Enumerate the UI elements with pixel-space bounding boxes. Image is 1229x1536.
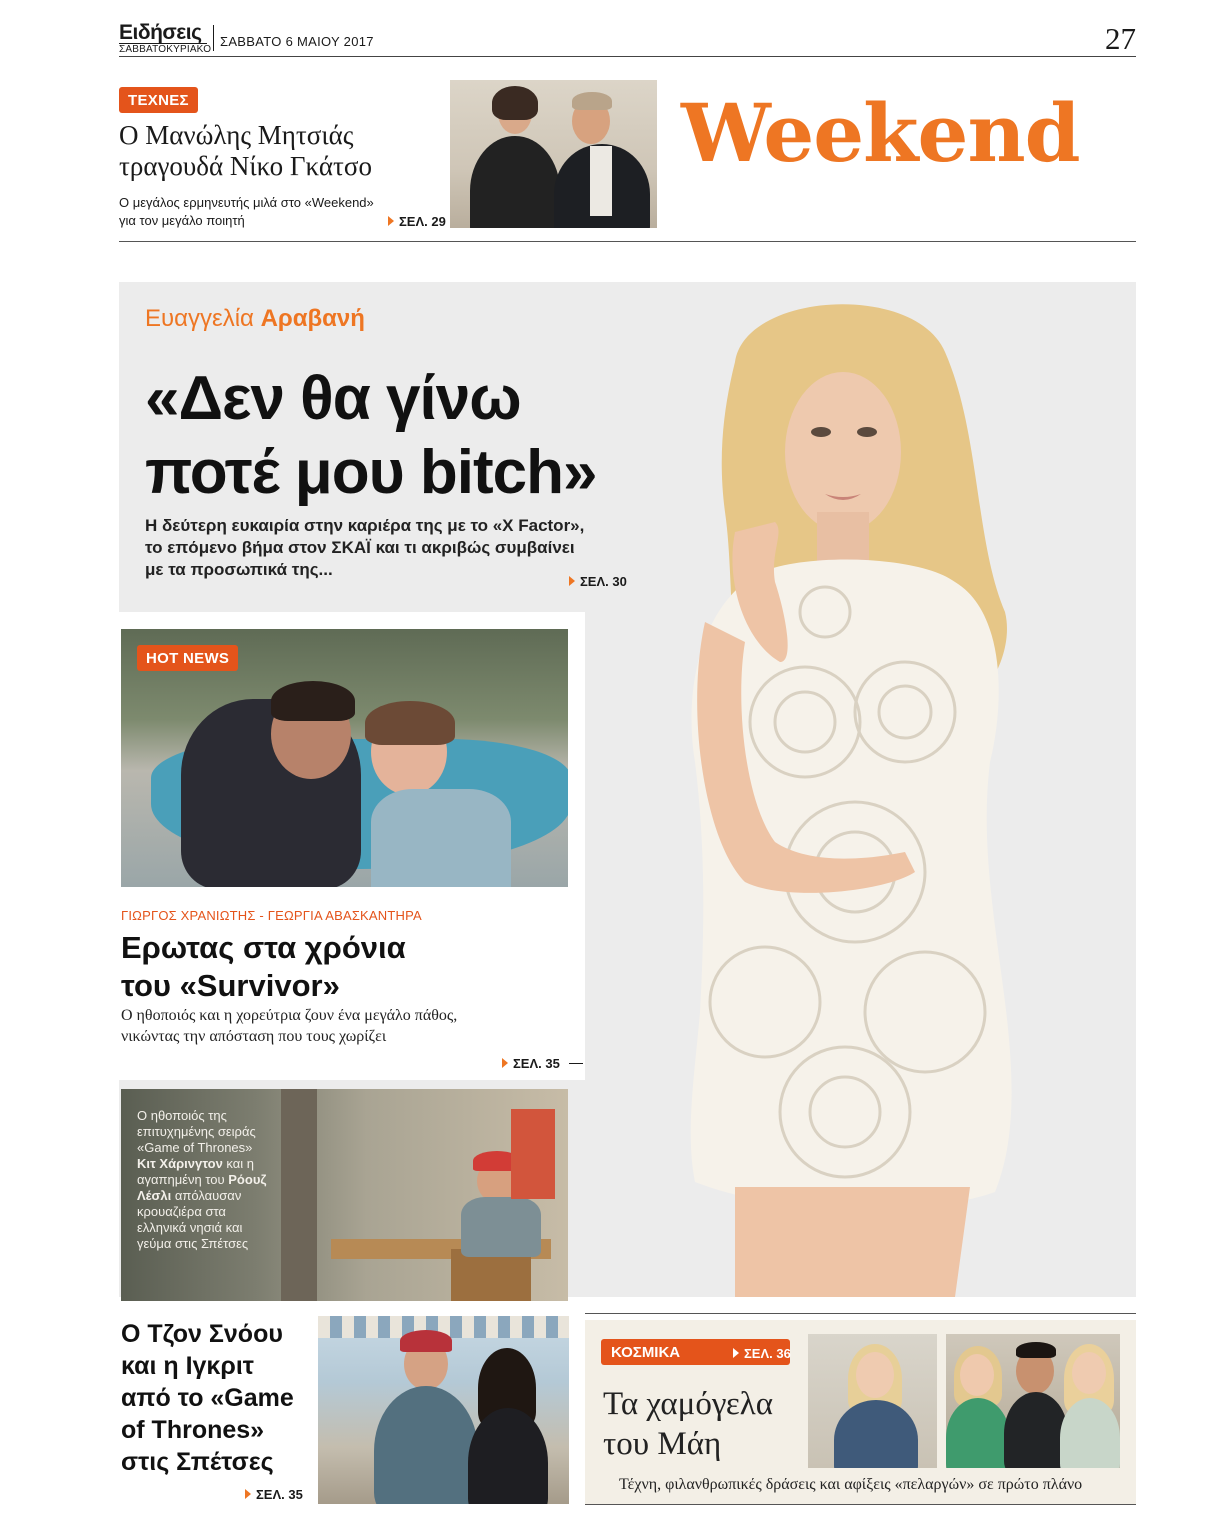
bottom-rule [585,1504,1136,1505]
arrow-icon [733,1348,739,1358]
legs-shape [735,1187,970,1297]
social-headline[interactable] [603,1384,773,1464]
arts-tag[interactable]: ΤΕΧΝΕΣ [119,87,198,113]
cover-kicker [145,305,365,333]
diner-body [461,1197,541,1257]
woman-body [946,1398,1010,1468]
arrow-icon [388,216,394,226]
got-headline-line: στις Σπέτσες [121,1448,274,1476]
got-caption-line [137,1172,307,1188]
got-headline[interactable] [121,1318,294,1478]
social-page-ref[interactable] [733,1346,791,1361]
social-photo-2 [946,1334,1120,1468]
cover-summary [145,515,584,581]
arrow-icon [502,1058,508,1068]
hot-news-page-ref[interactable] [502,1056,583,1071]
cover-headline[interactable] [145,362,596,510]
section-title: Weekend [681,86,1080,180]
got-headline-line: από το «Game [121,1384,294,1412]
cover-kicker-first: Ευαγγελία [145,305,254,332]
man-cap [400,1330,452,1352]
got-caption-name: Ρόουζ [228,1172,267,1187]
got-caption-name: Λέσλι [137,1188,172,1203]
got-caption-line: γεύμα στις Σπέτσες [137,1236,249,1251]
hot-news-kicker: ΓΙΩΡΓΟΣ ΧΡΑΝΙΩΤΗΣ - ΓΕΩΡΓΙΑ ΑΒΑΣΚΑΝΤΗΡΑ [121,908,422,923]
arts-headline[interactable] [119,120,372,182]
arts-summary-line: για τον μεγάλο ποιητή [119,213,245,228]
cover-figure-svg [585,282,1136,1297]
hot-news-page-ref-label: ΣΕΛ. 35 [513,1056,560,1071]
got-caption-line: «Game of Thrones» [137,1140,253,1155]
cover-summary-line: Η δεύτερη ευκαιρία στην καριέρα της με το «X Factor», [145,516,585,535]
cover-page-ref[interactable] [569,574,627,589]
social-summary: Τέχνη, φιλανθρωπικές δράσεις και αφίξεις «πελαργών» σε πρώτο πλάνο [619,1476,1083,1493]
cover-kicker-last: Αραβανή [260,305,365,332]
got-page-ref-label: ΣΕΛ. 35 [256,1487,303,1502]
man-body [1004,1392,1068,1468]
got-caption [137,1108,307,1252]
hot-news-summary-line: Ο ηθοποιός και η χορεύτρια ζουν ένα μεγάλο πάθος, [121,1007,458,1024]
man-hair [572,92,612,110]
page-ref-dash [569,1063,583,1064]
got-caption-line: ελληνικά νησιά και [137,1220,243,1235]
header-rule [119,241,1136,242]
woman-head [1072,1352,1106,1394]
social-headline-line: Τα χαμόγελα [603,1386,773,1422]
woman-body [371,789,511,887]
masthead-rule [119,56,1136,57]
woman-body [1060,1398,1120,1468]
masthead-divider [213,25,214,51]
got-headline-line: Ο Τζον Σνόου [121,1320,283,1348]
hot-news-summary [121,1005,457,1047]
arts-summary [119,194,374,230]
got-caption-text: απόλαυσαν [171,1188,242,1203]
got-caption-line: Ο ηθοποιός της [137,1108,227,1123]
face-shape [785,372,901,532]
arrow-icon [569,576,575,586]
social-photo-1 [808,1334,937,1468]
got-headline-line: of Thrones» [121,1416,265,1444]
woman-hair [365,701,455,745]
got-caption-line: κρουαζιέρα στα [137,1204,226,1219]
got-caption-name: Κιτ Χάρινγτον [137,1156,223,1171]
social-page-ref-label: ΣΕΛ. 36 [744,1346,791,1361]
cover-photo [585,282,1136,1297]
arrow-icon [245,1489,251,1499]
logo-subtext: ΣΑΒΒΑΤΟΚΥΡΙΑΚΟ [119,44,212,55]
social-rule [585,1313,1136,1314]
man-body [374,1386,478,1504]
hot-news-tag[interactable]: HOT NEWS [137,645,238,671]
eye [811,427,831,437]
got-caption-text: και η [222,1156,255,1171]
cover-page-ref-label: ΣΕΛ. 30 [580,574,627,589]
social-headline-line: του Μάη [603,1426,722,1462]
page-number: 27 [1105,21,1136,56]
man-shirt [590,146,612,216]
social-tag: ΚΟΣΜΙΚΑ [611,1344,681,1361]
arts-page-ref-label: ΣΕΛ. 29 [399,214,446,229]
issue-date: ΣΑΒΒΑΤΟ 6 ΜΑΙΟΥ 2017 [220,34,374,49]
eye [857,427,877,437]
couple-photo [318,1316,569,1504]
got-page-ref[interactable] [245,1487,303,1502]
logo-text: Ειδήσεις [119,21,202,44]
waiter-body [511,1109,555,1199]
arts-headline-line: τραγουδά Νίκο Γκάτσο [119,151,372,181]
got-caption-line: επιτυχημένης σειράς [137,1124,256,1139]
got-headline-line: και η Ιγκριτ [121,1352,254,1380]
got-caption-text: αγαπημένη του [137,1172,229,1187]
man-hair [1016,1342,1056,1358]
got-caption-line [137,1156,307,1172]
man-hair [271,681,355,721]
arts-headline-line: Ο Μανώλης Μητσιάς [119,120,354,150]
woman-body [468,1408,548,1504]
logo [119,21,212,56]
cover-summary-line: με τα προσωπικά της... [145,560,333,579]
arts-summary-line: Ο μεγάλος ερμηνευτής μιλά στο «Weekend» [119,195,374,210]
cover-headline-line: ποτέ μου bitch» [145,438,597,507]
arts-photo [450,80,657,228]
hot-news-headline-line: του «Survivor» [121,968,340,1003]
hot-news-summary-line: νικώντας την απόσταση που τους χωρίζει [121,1028,387,1045]
arts-page-ref[interactable] [388,214,446,229]
hot-news-headline[interactable] [121,929,406,1005]
woman-hair [492,86,538,120]
woman-head [960,1354,994,1396]
cover-summary-line: το επόμενο βήμα στον ΣΚΑΪ και τι ακριβώς συμβαίνει [145,538,575,557]
woman-body [834,1400,918,1468]
hot-news-headline-line: Ερωτας στα χρόνια [121,930,406,965]
woman-head [856,1352,894,1398]
woman-body [470,136,560,228]
cover-headline-line: «Δεν θα γίνω [145,364,521,433]
got-caption-line [137,1188,307,1204]
